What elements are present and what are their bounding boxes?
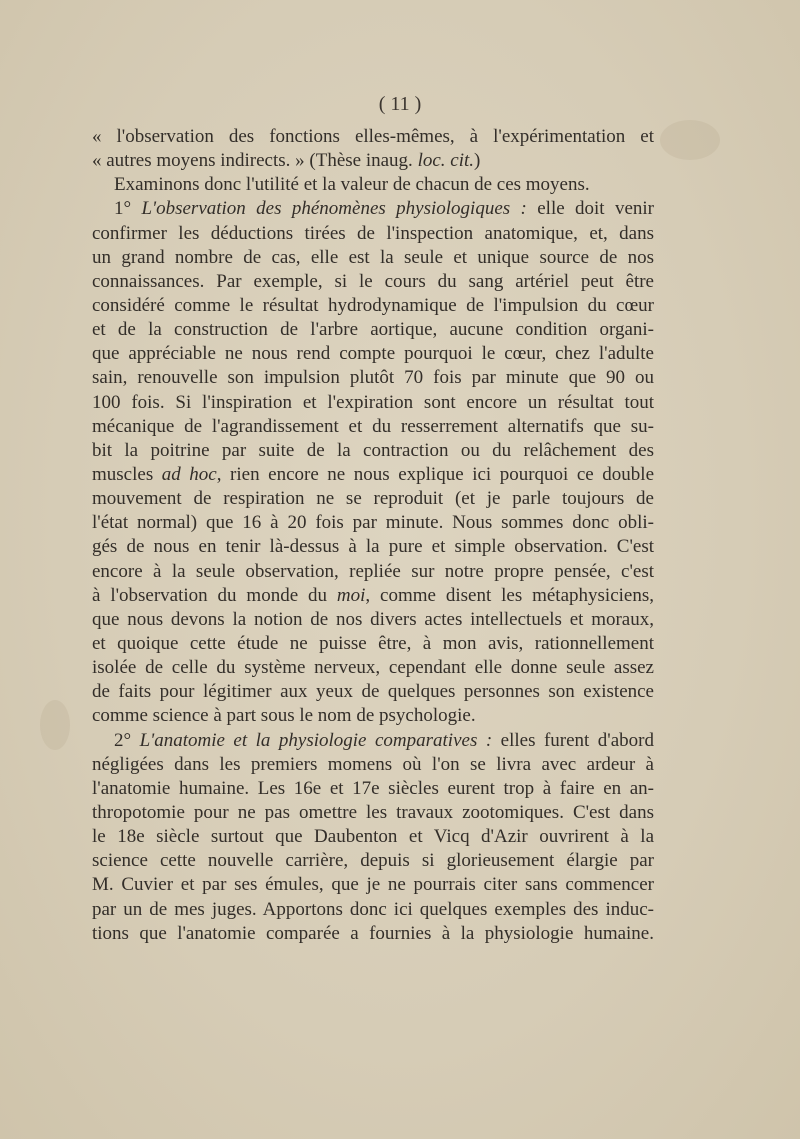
text-span: muscles — [92, 463, 162, 485]
text-line — [92, 487, 654, 511]
text-span: à l'observation du monde du — [92, 584, 337, 606]
text-line — [92, 825, 654, 849]
text-line — [92, 535, 654, 559]
text-line — [92, 898, 654, 922]
text-span: négligées dans les premiers momens où l'on se livra avec ardeur à — [92, 753, 654, 775]
paper-stain — [660, 120, 720, 160]
text-span: comme science à part sous le nom de psychologie. — [92, 705, 476, 727]
text-span: encore à la seule observation, repliée sur notre propre pensée, c'est — [92, 560, 654, 582]
italic-text: loc. cit. — [417, 150, 475, 172]
text-span: le 18e siècle surtout que Daubenton et Vicq d'Azir ouvrirent à la — [92, 826, 654, 848]
text-span: « l'observation des fonctions elles-mêmes, à l'expérimentation et — [92, 126, 654, 147]
text-span: par un de mes juges. Apportons donc ici quelques exemples des induc- — [92, 898, 654, 920]
text-line — [92, 656, 654, 680]
paper-stain — [40, 700, 70, 750]
text-span: ) — [474, 150, 481, 172]
text-line — [92, 415, 654, 439]
text-span: science cette nouvelle carrière, depuis si glorieusement élargie par — [92, 850, 654, 872]
text-line — [92, 584, 654, 608]
text-span: 1° — [114, 198, 142, 220]
text-span: thropotomie pour ne pas omettre les travaux zootomiques. C'est dans — [92, 801, 654, 823]
text-span: mouvement de respiration ne se reproduit (et je parle toujours de — [92, 488, 654, 510]
text-span: l'état normal) que 16 à 20 fois par minute. Nous sommes donc obli- — [92, 512, 654, 534]
text-span: mécanique de l'agrandissement et du resserrement alternatifs que su- — [92, 415, 654, 437]
text-line — [92, 729, 654, 753]
text-line — [92, 463, 654, 487]
text-line — [92, 704, 654, 728]
text-span: 2° — [114, 729, 140, 751]
text-line — [92, 511, 654, 535]
text-line — [92, 753, 654, 777]
text-line — [92, 294, 654, 318]
text-line — [92, 197, 654, 221]
text-span: isolée de celle du système nerveux, cependant elle donne seule assez — [92, 657, 654, 679]
text-line — [92, 318, 654, 342]
text-line — [92, 608, 654, 632]
text-line — [92, 632, 654, 656]
text-line — [92, 366, 654, 390]
text-span: gés de nous en tenir là-dessus à la pure et simple observation. C'est — [92, 536, 654, 558]
italic-text: L'anatomie et la physiologie comparatives : — [139, 729, 493, 751]
text-span: de faits pour légitimer aux yeux de quelques personnes son existence — [92, 681, 654, 703]
text-span: sain, renouvelle son impulsion plutôt 70 fois par minute que 90 ou — [92, 367, 654, 389]
text-line — [92, 922, 654, 946]
text-line — [92, 391, 654, 415]
text-span: 100 fois. Si l'inspiration et l'expiration sont encore un résultat tout — [92, 391, 654, 413]
text-line — [92, 342, 654, 366]
text-span: et de la construction de l'arbre aortique, aucune condition organi- — [92, 319, 654, 341]
text-line — [92, 149, 654, 173]
text-span: , rien encore ne nous explique ici pourquoi ce double — [216, 463, 655, 485]
text-line — [92, 270, 654, 294]
text-span: elle doit venir — [526, 198, 654, 220]
page-number: ( 11 ) — [378, 93, 422, 115]
text-line — [92, 680, 654, 704]
text-span: « autres moyens indirects. » (Thèse inaug. — [92, 150, 418, 172]
italic-text: L'observation des phénomènes physiologiques : — [141, 198, 527, 220]
text-span: elles furent d'abord — [492, 729, 654, 751]
text-line — [92, 801, 654, 825]
text-line — [92, 222, 654, 246]
text-span: , comme disent les métaphysiciens, — [365, 584, 654, 606]
text-span: tions que l'anatomie comparée a fournies à la physiologie humaine. — [92, 922, 654, 944]
text-line — [92, 125, 654, 149]
text-span: connaissances. Par exemple, si le cours du sang artériel peut être — [92, 270, 654, 292]
text-span: l'anatomie humaine. Les 16e et 17e siècles eurent trop à faire en an- — [92, 777, 654, 799]
text-span: et quoique cette étude ne puisse être, à mon avis, rationnellement — [92, 632, 654, 654]
text-span: bit la poitrine par suite de la contraction ou du relâchement des — [92, 439, 654, 461]
text-span: un grand nombre de cas, elle est la seule et unique source de nos — [92, 246, 654, 268]
italic-text: moi — [336, 584, 366, 606]
text-span: confirmer les déductions tirées de l'inspection anatomique, et, dans — [92, 222, 654, 244]
text-span: considéré comme le résultat hydrodynamique de l'impulsion du cœur — [92, 294, 654, 316]
body-text — [92, 125, 654, 946]
text-line — [92, 439, 654, 463]
text-line — [92, 849, 654, 873]
text-span: Examinons donc l'utilité et la valeur de chacun de ces moyens. — [114, 174, 590, 196]
text-line — [92, 777, 654, 801]
italic-text: ad hoc — [161, 463, 217, 485]
text-line — [92, 873, 654, 897]
text-line — [92, 560, 654, 584]
text-line — [92, 246, 654, 270]
text-span: que nous devons la notion de nos divers actes intellectuels et moraux, — [92, 608, 654, 630]
text-span: M. Cuvier et par ses émules, que je ne pourrais citer sans commencer — [92, 874, 654, 896]
text-span: que appréciable ne nous rend compte pourquoi le cœur, chez l'adulte — [92, 343, 654, 365]
text-line — [92, 173, 654, 197]
